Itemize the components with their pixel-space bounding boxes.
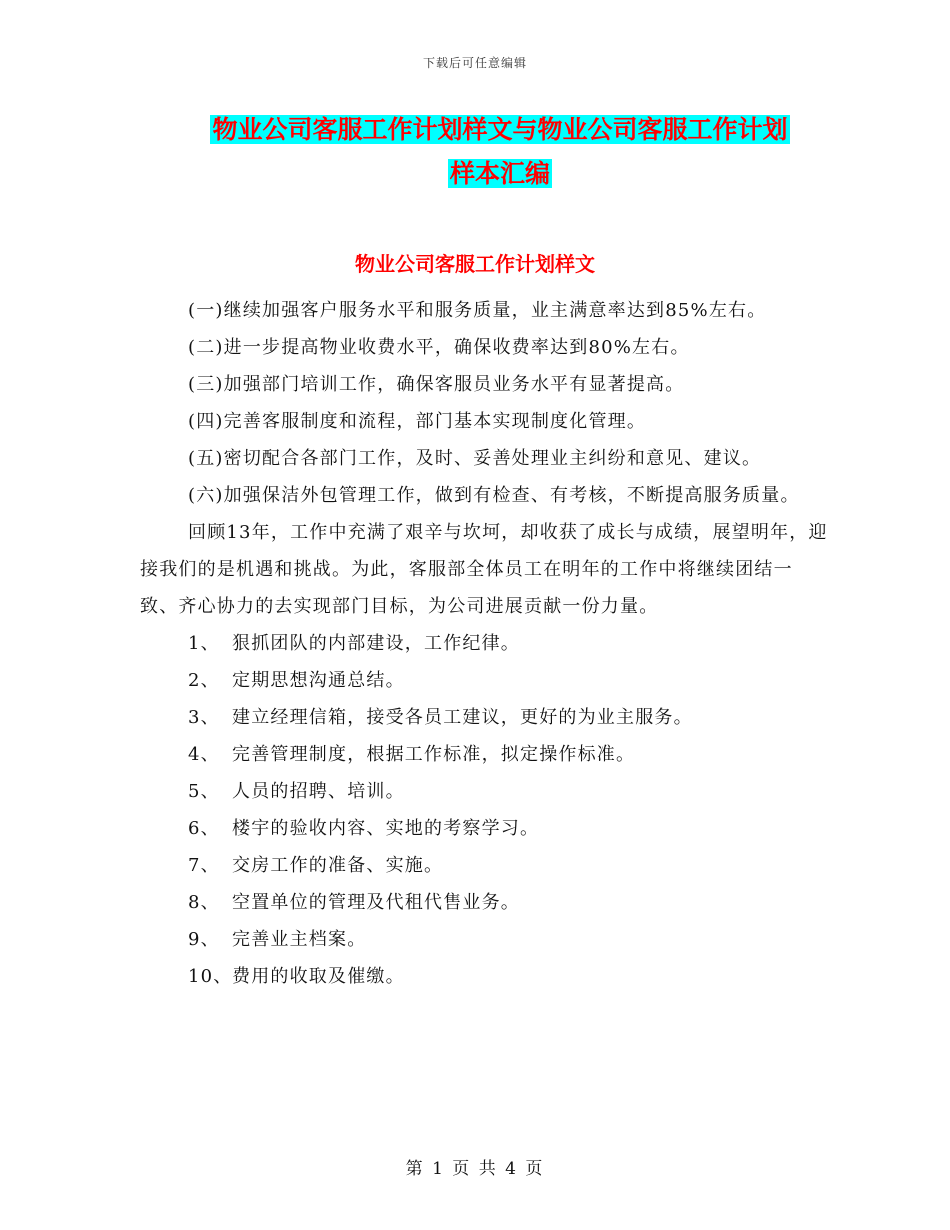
goal-item-1: (一)继续加强客户服务水平和服务质量，业主满意率达到85%左右。 xyxy=(188,300,767,321)
task-number: 3、 xyxy=(188,707,220,728)
task-item-2 xyxy=(140,662,830,699)
section-title: 物业公司客服工作计划样文 xyxy=(355,252,595,276)
task-text: 建立经理信箱，接受各员工建议，更好的为业主服务。 xyxy=(232,707,693,728)
review-paragraph: 回顾13年，工作中充满了艰辛与坎坷，却收获了成长与成绩，展望明年，迎接我们的是机遇和挑战。为此，客服部全体员工在明年的工作中将继续团结一致、齐心协力的去实现部门目标，为公司进展贡献一份力量。 xyxy=(140,522,828,617)
document-title-line-1: 物业公司客服工作计划样文与物业公司客服工作计划 xyxy=(212,115,788,144)
task-number: 1、 xyxy=(188,633,220,654)
task-item-4 xyxy=(140,736,830,773)
document-title-line-2: 样本汇编 xyxy=(449,159,550,188)
task-number: 8、 xyxy=(188,892,220,913)
task-item-3 xyxy=(140,699,830,736)
task-text: 人员的招聘、培训。 xyxy=(232,781,405,802)
task-number: 5、 xyxy=(188,781,220,802)
task-item-6 xyxy=(140,810,830,847)
task-number: 10、 xyxy=(188,966,233,987)
page-header-note: 下载后可任意编辑 xyxy=(422,56,527,70)
task-text: 空置单位的管理及代租代售业务。 xyxy=(232,892,520,913)
task-text: 交房工作的准备、实施。 xyxy=(232,855,444,876)
task-number: 6、 xyxy=(188,818,220,839)
task-text: 完善业主档案。 xyxy=(232,929,367,950)
document-body xyxy=(140,292,830,995)
task-number: 2、 xyxy=(188,670,220,691)
task-text: 楼宇的验收内容、实地的考察学习。 xyxy=(232,818,540,839)
task-text: 狠抓团队的内部建设，工作纪律。 xyxy=(232,633,520,654)
task-item-8 xyxy=(140,884,830,921)
task-text: 定期思想沟通总结。 xyxy=(232,670,405,691)
task-item-7 xyxy=(140,847,830,884)
page-number-footer: 第 1 页 共 4 页 xyxy=(405,1159,545,1179)
document-title xyxy=(140,108,860,196)
task-item-1 xyxy=(140,625,830,662)
task-number: 9、 xyxy=(188,929,220,950)
goal-item-2: (二)进一步提高物业收费水平，确保收费率达到80%左右。 xyxy=(188,337,690,358)
task-item-5 xyxy=(140,773,830,810)
goal-item-4: (四)完善客服制度和流程，部门基本实现制度化管理。 xyxy=(188,411,647,432)
task-item-10 xyxy=(140,958,830,995)
task-number: 7、 xyxy=(188,855,220,876)
task-item-9 xyxy=(140,921,830,958)
goal-item-6: (六)加强保洁外包管理工作，做到有检查、有考核，不断提高服务质量。 xyxy=(188,485,800,506)
goal-item-3: (三)加强部门培训工作，确保客服员业务水平有显著提高。 xyxy=(188,374,685,395)
task-number: 4、 xyxy=(188,744,220,765)
goal-item-5: (五)密切配合各部门工作，及时、妥善处理业主纠纷和意见、建议。 xyxy=(188,448,762,469)
task-text: 费用的收取及催缴。 xyxy=(232,966,405,987)
task-text: 完善管理制度，根据工作标准，拟定操作标准。 xyxy=(232,744,636,765)
